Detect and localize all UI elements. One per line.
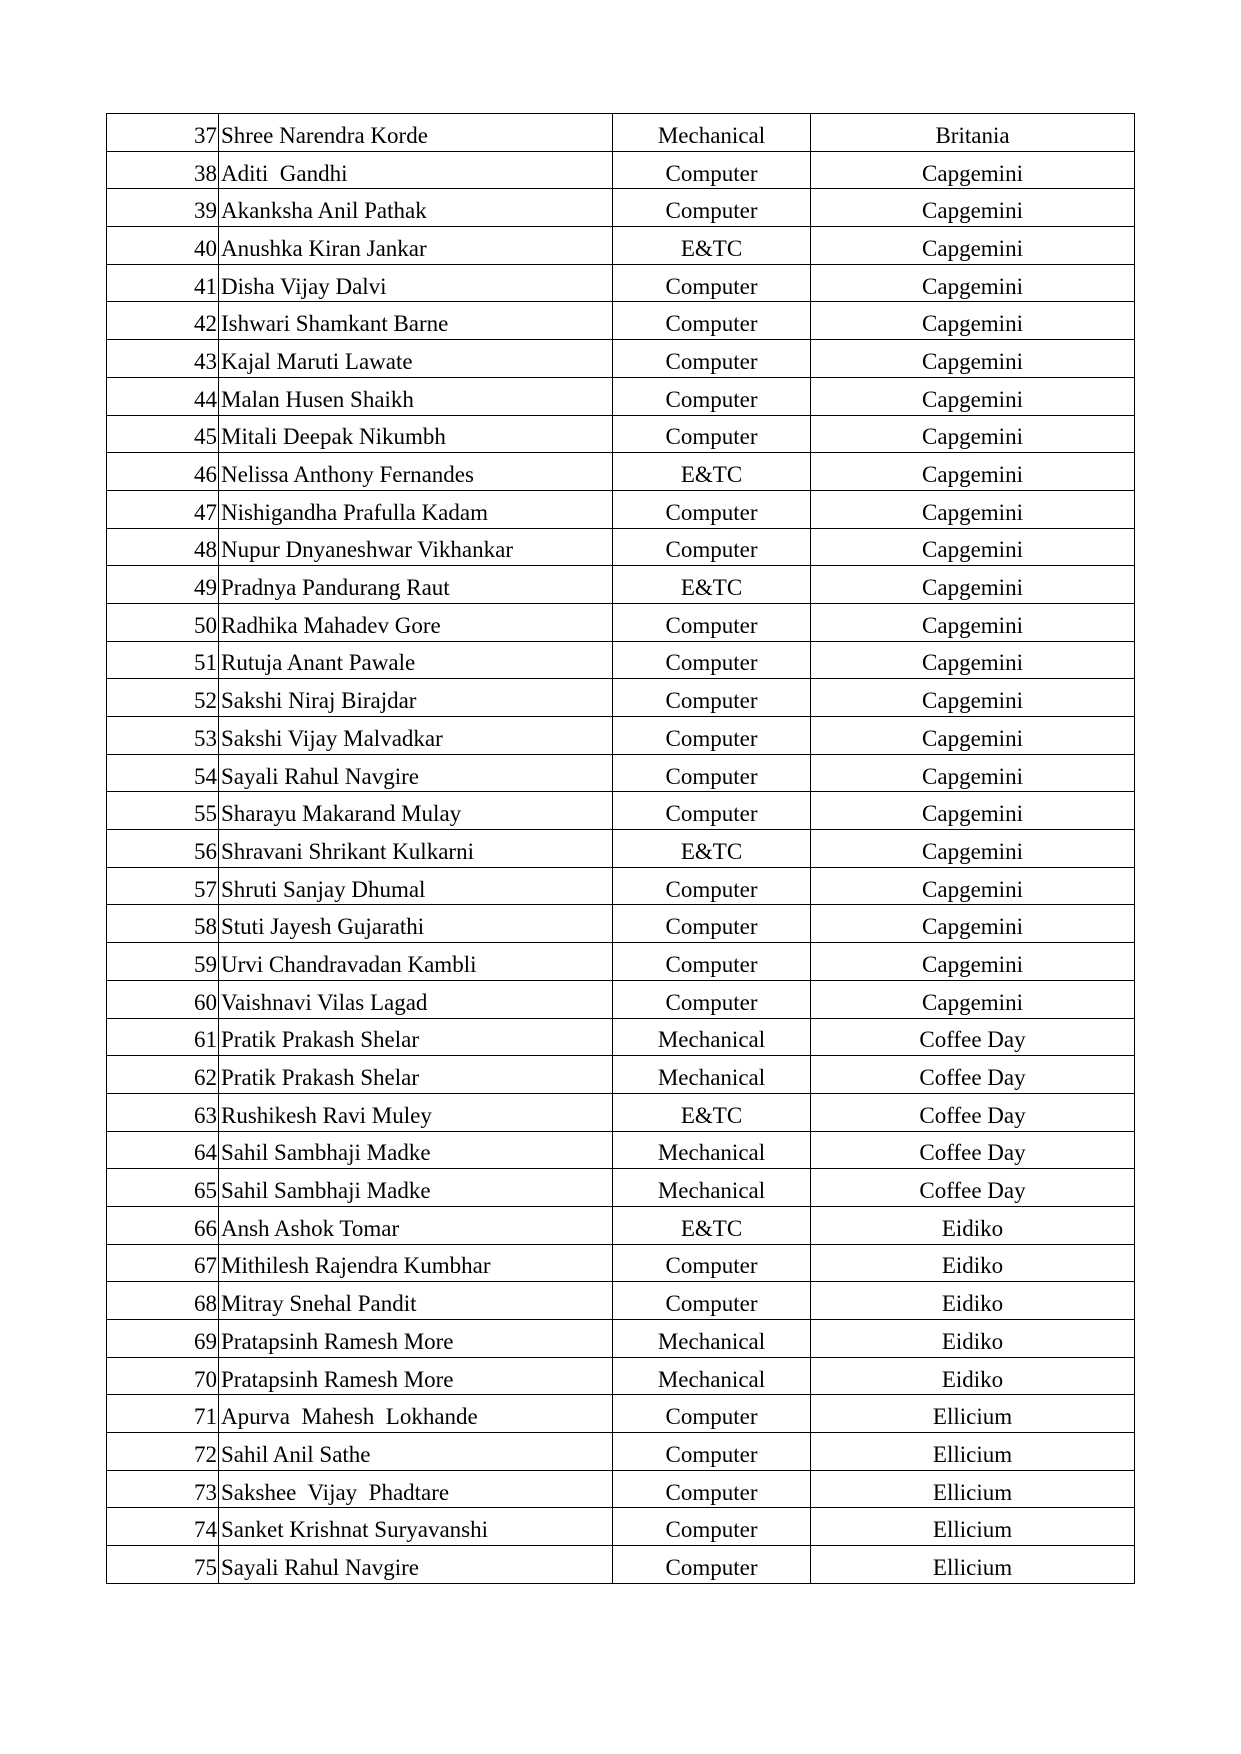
- branch-cell: Computer: [613, 1395, 811, 1433]
- table-row: [107, 114, 1135, 152]
- company-cell: Ellicium: [811, 1508, 1135, 1546]
- branch-cell: Computer: [613, 1470, 811, 1508]
- branch-cell: Computer: [613, 754, 811, 792]
- table-row: [107, 377, 1135, 415]
- table-row: [107, 566, 1135, 604]
- serial-number-cell: 57: [107, 867, 219, 905]
- company-cell: Capgemini: [811, 792, 1135, 830]
- company-cell: Capgemini: [811, 415, 1135, 453]
- branch-cell: Computer: [613, 1282, 811, 1320]
- company-cell: Capgemini: [811, 905, 1135, 943]
- placement-table-body: [107, 114, 1135, 1584]
- student-name-cell: Pratapsinh Ramesh More: [219, 1320, 613, 1358]
- table-row: [107, 264, 1135, 302]
- student-name-cell: Sahil Anil Sathe: [219, 1433, 613, 1471]
- branch-cell: Computer: [613, 189, 811, 227]
- student-name-cell: Disha Vijay Dalvi: [219, 264, 613, 302]
- company-cell: Coffee Day: [811, 1169, 1135, 1207]
- company-cell: Capgemini: [811, 302, 1135, 340]
- student-name-cell: Nelissa Anthony Fernandes: [219, 453, 613, 491]
- student-name-cell: Shree Narendra Korde: [219, 114, 613, 152]
- branch-cell: Mechanical: [613, 1018, 811, 1056]
- table-row: [107, 830, 1135, 868]
- serial-number-cell: 41: [107, 264, 219, 302]
- company-cell: Ellicium: [811, 1546, 1135, 1584]
- table-row: [107, 603, 1135, 641]
- company-cell: Capgemini: [811, 679, 1135, 717]
- branch-cell: Mechanical: [613, 1169, 811, 1207]
- table-row: [107, 1018, 1135, 1056]
- table-row: [107, 453, 1135, 491]
- branch-cell: Computer: [613, 377, 811, 415]
- serial-number-cell: 52: [107, 679, 219, 717]
- branch-cell: Computer: [613, 1433, 811, 1471]
- student-name-cell: Kajal Maruti Lawate: [219, 340, 613, 378]
- serial-number-cell: 59: [107, 943, 219, 981]
- table-row: [107, 1169, 1135, 1207]
- student-name-cell: Sakshi Niraj Birajdar: [219, 679, 613, 717]
- branch-cell: Computer: [613, 1508, 811, 1546]
- table-row: [107, 867, 1135, 905]
- table-row: [107, 1508, 1135, 1546]
- branch-cell: Mechanical: [613, 1131, 811, 1169]
- company-cell: Coffee Day: [811, 1131, 1135, 1169]
- branch-cell: Computer: [613, 302, 811, 340]
- student-name-cell: Anushka Kiran Jankar: [219, 227, 613, 265]
- serial-number-cell: 46: [107, 453, 219, 491]
- table-row: [107, 1093, 1135, 1131]
- branch-cell: Computer: [613, 415, 811, 453]
- serial-number-cell: 50: [107, 603, 219, 641]
- student-name-cell: Rutuja Anant Pawale: [219, 641, 613, 679]
- student-name-cell: Malan Husen Shaikh: [219, 377, 613, 415]
- serial-number-cell: 67: [107, 1244, 219, 1282]
- company-cell: Eidiko: [811, 1282, 1135, 1320]
- serial-number-cell: 45: [107, 415, 219, 453]
- company-cell: Capgemini: [811, 980, 1135, 1018]
- company-cell: Capgemini: [811, 717, 1135, 755]
- branch-cell: Computer: [613, 792, 811, 830]
- serial-number-cell: 49: [107, 566, 219, 604]
- student-name-cell: Sayali Rahul Navgire: [219, 754, 613, 792]
- serial-number-cell: 63: [107, 1093, 219, 1131]
- branch-cell: E&TC: [613, 1093, 811, 1131]
- branch-cell: Computer: [613, 867, 811, 905]
- branch-cell: Computer: [613, 1244, 811, 1282]
- branch-cell: Computer: [613, 264, 811, 302]
- company-cell: Ellicium: [811, 1470, 1135, 1508]
- serial-number-cell: 69: [107, 1320, 219, 1358]
- serial-number-cell: 66: [107, 1206, 219, 1244]
- serial-number-cell: 55: [107, 792, 219, 830]
- company-cell: Eidiko: [811, 1244, 1135, 1282]
- student-name-cell: Pradnya Pandurang Raut: [219, 566, 613, 604]
- table-row: [107, 189, 1135, 227]
- table-row: [107, 1244, 1135, 1282]
- serial-number-cell: 43: [107, 340, 219, 378]
- company-cell: Eidiko: [811, 1357, 1135, 1395]
- student-name-cell: Mithilesh Rajendra Kumbhar: [219, 1244, 613, 1282]
- student-name-cell: Ansh Ashok Tomar: [219, 1206, 613, 1244]
- serial-number-cell: 54: [107, 754, 219, 792]
- company-cell: Coffee Day: [811, 1056, 1135, 1094]
- company-cell: Ellicium: [811, 1395, 1135, 1433]
- branch-cell: Computer: [613, 943, 811, 981]
- branch-cell: Computer: [613, 980, 811, 1018]
- company-cell: Capgemini: [811, 264, 1135, 302]
- serial-number-cell: 47: [107, 490, 219, 528]
- table-row: [107, 641, 1135, 679]
- serial-number-cell: 70: [107, 1357, 219, 1395]
- branch-cell: Computer: [613, 151, 811, 189]
- student-name-cell: Rushikesh Ravi Muley: [219, 1093, 613, 1131]
- company-cell: Capgemini: [811, 830, 1135, 868]
- branch-cell: Computer: [613, 490, 811, 528]
- table-row: [107, 528, 1135, 566]
- company-cell: Capgemini: [811, 867, 1135, 905]
- serial-number-cell: 42: [107, 302, 219, 340]
- student-name-cell: Radhika Mahadev Gore: [219, 603, 613, 641]
- student-name-cell: Sahil Sambhaji Madke: [219, 1131, 613, 1169]
- table-row: [107, 1282, 1135, 1320]
- table-row: [107, 943, 1135, 981]
- branch-cell: Computer: [613, 340, 811, 378]
- table-row: [107, 340, 1135, 378]
- student-name-cell: Vaishnavi Vilas Lagad: [219, 980, 613, 1018]
- student-name-cell: Pratik Prakash Shelar: [219, 1018, 613, 1056]
- company-cell: Capgemini: [811, 603, 1135, 641]
- serial-number-cell: 73: [107, 1470, 219, 1508]
- table-row: [107, 679, 1135, 717]
- placement-table: [106, 113, 1135, 1584]
- student-name-cell: Nupur Dnyaneshwar Vikhankar: [219, 528, 613, 566]
- table-row: [107, 490, 1135, 528]
- table-row: [107, 302, 1135, 340]
- table-row: [107, 1131, 1135, 1169]
- table-row: [107, 227, 1135, 265]
- branch-cell: Computer: [613, 603, 811, 641]
- student-name-cell: Sharayu Makarand Mulay: [219, 792, 613, 830]
- branch-cell: Mechanical: [613, 1320, 811, 1358]
- table-row: [107, 717, 1135, 755]
- company-cell: Britania: [811, 114, 1135, 152]
- branch-cell: E&TC: [613, 453, 811, 491]
- table-row: [107, 1357, 1135, 1395]
- student-name-cell: Stuti Jayesh Gujarathi: [219, 905, 613, 943]
- company-cell: Coffee Day: [811, 1018, 1135, 1056]
- serial-number-cell: 72: [107, 1433, 219, 1471]
- serial-number-cell: 38: [107, 151, 219, 189]
- company-cell: Capgemini: [811, 340, 1135, 378]
- branch-cell: Computer: [613, 905, 811, 943]
- student-name-cell: Aditi Gandhi: [219, 151, 613, 189]
- company-cell: Capgemini: [811, 453, 1135, 491]
- student-name-cell: Shruti Sanjay Dhumal: [219, 867, 613, 905]
- company-cell: Capgemini: [811, 151, 1135, 189]
- company-cell: Capgemini: [811, 189, 1135, 227]
- company-cell: Capgemini: [811, 227, 1135, 265]
- serial-number-cell: 64: [107, 1131, 219, 1169]
- student-name-cell: Sakshi Vijay Malvadkar: [219, 717, 613, 755]
- serial-number-cell: 48: [107, 528, 219, 566]
- branch-cell: Mechanical: [613, 1357, 811, 1395]
- student-name-cell: Mitray Snehal Pandit: [219, 1282, 613, 1320]
- student-name-cell: Sanket Krishnat Suryavanshi: [219, 1508, 613, 1546]
- serial-number-cell: 65: [107, 1169, 219, 1207]
- table-row: [107, 1395, 1135, 1433]
- branch-cell: Computer: [613, 1546, 811, 1584]
- serial-number-cell: 56: [107, 830, 219, 868]
- table-row: [107, 1433, 1135, 1471]
- branch-cell: Computer: [613, 679, 811, 717]
- branch-cell: E&TC: [613, 1206, 811, 1244]
- serial-number-cell: 40: [107, 227, 219, 265]
- branch-cell: E&TC: [613, 830, 811, 868]
- serial-number-cell: 58: [107, 905, 219, 943]
- serial-number-cell: 62: [107, 1056, 219, 1094]
- serial-number-cell: 71: [107, 1395, 219, 1433]
- student-name-cell: Pratapsinh Ramesh More: [219, 1357, 613, 1395]
- branch-cell: Computer: [613, 717, 811, 755]
- student-name-cell: Sayali Rahul Navgire: [219, 1546, 613, 1584]
- company-cell: Capgemini: [811, 641, 1135, 679]
- student-name-cell: Sakshee Vijay Phadtare: [219, 1470, 613, 1508]
- table-row: [107, 151, 1135, 189]
- branch-cell: Mechanical: [613, 114, 811, 152]
- company-cell: Capgemini: [811, 943, 1135, 981]
- student-name-cell: Ishwari Shamkant Barne: [219, 302, 613, 340]
- serial-number-cell: 60: [107, 980, 219, 1018]
- table-row: [107, 905, 1135, 943]
- table-row: [107, 1206, 1135, 1244]
- student-name-cell: Nishigandha Prafulla Kadam: [219, 490, 613, 528]
- serial-number-cell: 74: [107, 1508, 219, 1546]
- company-cell: Eidiko: [811, 1320, 1135, 1358]
- company-cell: Ellicium: [811, 1433, 1135, 1471]
- serial-number-cell: 68: [107, 1282, 219, 1320]
- table-row: [107, 1320, 1135, 1358]
- student-name-cell: Akanksha Anil Pathak: [219, 189, 613, 227]
- serial-number-cell: 75: [107, 1546, 219, 1584]
- student-name-cell: Pratik Prakash Shelar: [219, 1056, 613, 1094]
- table-row: [107, 1056, 1135, 1094]
- serial-number-cell: 37: [107, 114, 219, 152]
- company-cell: Eidiko: [811, 1206, 1135, 1244]
- serial-number-cell: 53: [107, 717, 219, 755]
- branch-cell: Computer: [613, 641, 811, 679]
- company-cell: Capgemini: [811, 754, 1135, 792]
- branch-cell: E&TC: [613, 566, 811, 604]
- company-cell: Capgemini: [811, 566, 1135, 604]
- student-name-cell: Urvi Chandravadan Kambli: [219, 943, 613, 981]
- company-cell: Capgemini: [811, 528, 1135, 566]
- student-name-cell: Mitali Deepak Nikumbh: [219, 415, 613, 453]
- table-row: [107, 754, 1135, 792]
- serial-number-cell: 51: [107, 641, 219, 679]
- table-row: [107, 415, 1135, 453]
- branch-cell: Mechanical: [613, 1056, 811, 1094]
- serial-number-cell: 61: [107, 1018, 219, 1056]
- student-name-cell: Apurva Mahesh Lokhande: [219, 1395, 613, 1433]
- branch-cell: E&TC: [613, 227, 811, 265]
- company-cell: Capgemini: [811, 377, 1135, 415]
- company-cell: Capgemini: [811, 490, 1135, 528]
- branch-cell: Computer: [613, 528, 811, 566]
- table-row: [107, 1546, 1135, 1584]
- table-row: [107, 980, 1135, 1018]
- table-row: [107, 792, 1135, 830]
- serial-number-cell: 44: [107, 377, 219, 415]
- student-name-cell: Sahil Sambhaji Madke: [219, 1169, 613, 1207]
- company-cell: Coffee Day: [811, 1093, 1135, 1131]
- table-row: [107, 1470, 1135, 1508]
- serial-number-cell: 39: [107, 189, 219, 227]
- student-name-cell: Shravani Shrikant Kulkarni: [219, 830, 613, 868]
